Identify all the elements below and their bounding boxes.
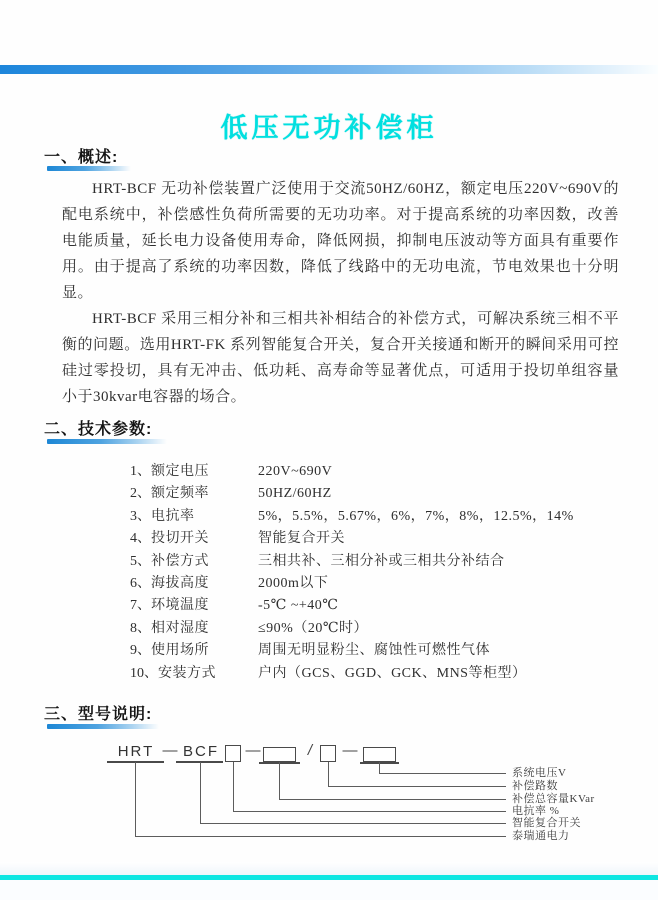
param-label: 使用场所 <box>151 643 209 659</box>
section-model-heading: 三、型号说明: <box>44 706 153 723</box>
section-model-underline <box>47 724 159 729</box>
bottom-light-band <box>0 862 658 875</box>
model-dash-1: — <box>162 742 178 759</box>
model-connector-line <box>379 762 380 773</box>
model-slash: / <box>307 742 313 759</box>
model-field-box-switch <box>225 745 241 762</box>
param-value: 户内（GCS、GGD、GCK、MNS等柜型） <box>258 665 527 681</box>
top-accent-bar <box>0 65 658 74</box>
model-connector-line <box>279 799 506 800</box>
param-label: 相对湿度 <box>151 620 209 636</box>
param-value: 220V~690V <box>258 464 333 479</box>
param-label: 安装方式 <box>158 665 216 681</box>
param-row-altitude <box>130 573 600 595</box>
model-label-smart-switch: 智能复合开关 <box>512 817 581 829</box>
overview-paragraph-2: HRT-BCF 采用三相分补和三相共补相结合的补偿方式，可解决系统三相不平衡的问题。选用HRT-FK 系列智能复合开关，复合开关接通和断开的瞬间采用可控硅过零投切，具有无冲击、低功耗、高寿命等显著优点，可适用于投切单组容量小于30kvar电容器的场合。 <box>62 311 619 405</box>
section-overview-underline <box>47 166 131 171</box>
model-connector-line <box>379 773 506 774</box>
param-num: 5、 <box>130 553 151 569</box>
model-connector-line <box>135 836 506 837</box>
model-connector-line <box>279 762 280 799</box>
parameter-list <box>130 461 600 685</box>
param-row-reactance-rate <box>130 506 600 528</box>
param-value: -5℃ ~+40℃ <box>258 598 339 614</box>
param-num: 8、 <box>130 620 151 636</box>
param-value: 智能复合开关 <box>258 531 345 547</box>
param-label: 额定频率 <box>151 486 209 502</box>
param-row-switching-switch <box>130 528 600 550</box>
param-row-relative-humidity <box>130 618 600 640</box>
param-row-rated-frequency <box>130 483 600 505</box>
param-num: 9、 <box>130 643 151 659</box>
param-num: 7、 <box>130 598 151 614</box>
model-dash-2: — <box>245 742 261 759</box>
param-num: 6、 <box>130 575 151 591</box>
page-title: 低压无功补偿柜 <box>220 113 438 143</box>
param-label: 环境温度 <box>151 598 209 614</box>
param-value: ≤90%（20℃时） <box>258 620 369 636</box>
model-series-code: BCF <box>183 743 219 760</box>
param-row-rated-voltage <box>130 461 600 483</box>
model-connector-line <box>328 786 506 787</box>
page-bottom-margin <box>0 880 658 900</box>
param-row-usage-site <box>130 640 600 662</box>
overview-paragraph-1: HRT-BCF 无功补偿装置广泛使用于交流50HZ/60HZ，额定电压220V~690V的配电系统中，补偿感性负荷所需要的无功功率。对于提高系统的功率因数，改善电能质量，延长电力设备使用寿命，降低网损，抑制电压波动等方面具有重要作用。由于提高了系统的功率因数，降低了线路中的无功电流，节电效果也十分明显。 <box>62 181 619 301</box>
model-label-total-capacity: 补偿总容量KVar <box>512 793 595 805</box>
model-label-company: 泰瑞通电力 <box>512 830 570 842</box>
model-connector-line <box>233 811 506 812</box>
param-label: 电抗率 <box>151 508 195 524</box>
param-label: 补偿方式 <box>151 553 209 569</box>
param-value: 5%，5.5%，5.67%，6%，7%，8%，12.5%，14% <box>258 508 574 524</box>
overview-body <box>62 176 619 410</box>
model-brand-code: HRT <box>117 743 155 760</box>
param-num: 2、 <box>130 486 151 502</box>
param-row-compensation-mode <box>130 551 600 573</box>
section-overview-heading: 一、概述: <box>44 149 119 166</box>
model-connector-line <box>200 762 201 823</box>
param-label: 额定电压 <box>151 464 209 479</box>
model-dash-3: — <box>342 742 358 759</box>
param-num: 10、 <box>130 665 158 681</box>
model-field-box-circuits <box>320 745 336 762</box>
param-value: 三相共补、三相分补或三相共分补结合 <box>258 553 505 569</box>
model-label-reactance-rate: 电抗率 % <box>512 805 560 817</box>
model-connector-line <box>233 762 234 811</box>
param-value: 2000m以下 <box>258 575 329 591</box>
param-row-ambient-temperature <box>130 595 600 617</box>
section-parameters-underline <box>47 439 167 444</box>
param-value: 50HZ/60HZ <box>258 486 332 502</box>
model-connector-line <box>135 762 136 836</box>
section-parameters-heading: 二、技术参数: <box>44 421 153 438</box>
param-num: 3、 <box>130 508 151 524</box>
param-row-installation-mode <box>130 663 600 685</box>
model-connector-line <box>200 823 506 824</box>
param-num: 4、 <box>130 531 151 547</box>
model-label-circuit-count: 补偿路数 <box>512 780 558 792</box>
model-field-box-capacity <box>263 747 296 762</box>
param-value: 周围无明显粉尘、腐蚀性可燃性气体 <box>258 643 490 659</box>
model-field-box-voltage <box>363 747 396 762</box>
param-label: 海拔高度 <box>151 575 209 591</box>
param-label: 投切开关 <box>151 531 209 547</box>
model-connector-line <box>328 762 329 786</box>
model-label-system-voltage: 系统电压V <box>512 767 567 779</box>
param-num: 1、 <box>130 464 151 479</box>
